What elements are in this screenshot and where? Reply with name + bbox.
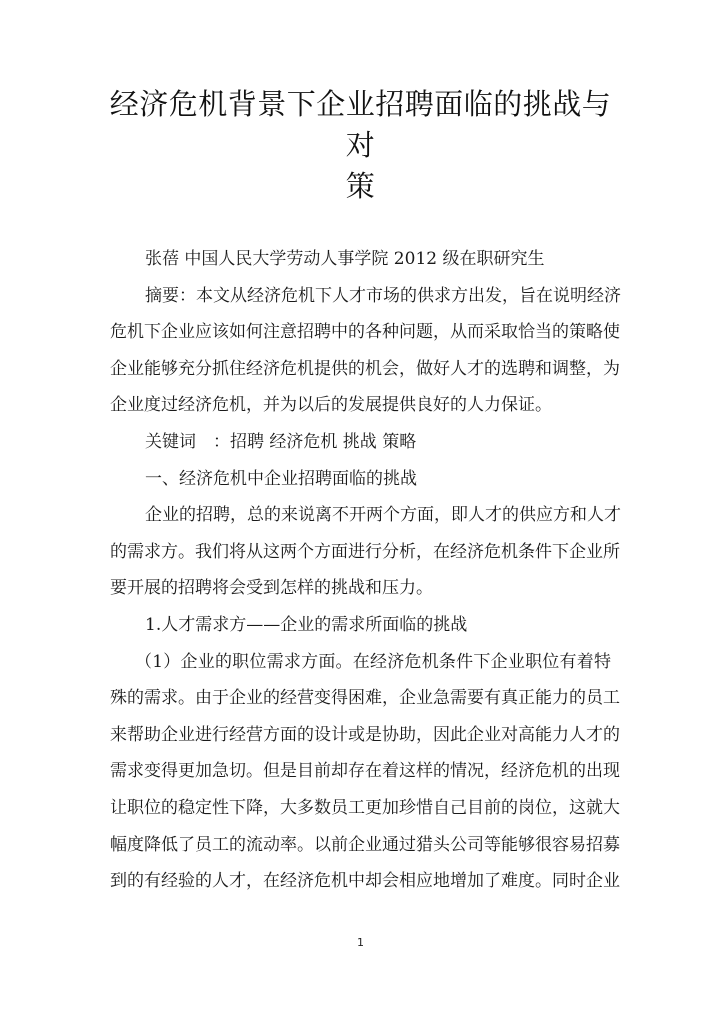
- text-line: 关键词 ：招聘 经济危机 挑战 策略: [145, 431, 417, 452]
- page-number: 1: [357, 936, 364, 949]
- body-paragraph: [110, 644, 620, 900]
- text-line: 企业能够充分抓住经济危机提供的机会，做好人才的选聘和调整，为: [110, 358, 620, 379]
- text-line: 要开展的招聘将会受到怎样的挑战和压力。: [110, 578, 433, 599]
- section-heading: [110, 461, 611, 498]
- text-line: 张蓓 中国人民大学劳动人事学院 2012 级在职研究生: [145, 249, 545, 269]
- text-line: 企业度过经济危机，并为以后的发展提供良好的人力保证。: [110, 395, 552, 416]
- document-title: [100, 84, 621, 207]
- document-body: [110, 241, 621, 900]
- text-line: （1）企业的职位需求方面。在经济危机条件下企业职位有着特: [135, 651, 611, 672]
- text-line: 摘要：本文从经济危机下人才市场的供求方出发，旨在说明经济: [145, 285, 621, 306]
- text-line: 幅度降低了员工的流动率。以前企业通过猎头公司等能够很容易招募: [110, 834, 620, 855]
- text-line: 到的有经验的人才，在经济危机中却会相应地增加了难度。同时企业: [110, 871, 620, 892]
- author-line: [110, 241, 611, 278]
- text-line: 殊的需求。由于企业的经营变得困难，企业急需要有真正能力的员工: [110, 688, 620, 709]
- title-line: 经济危机背景下企业招聘面临的挑战与对: [109, 87, 612, 162]
- title-line: 策: [345, 169, 376, 203]
- subsection-heading: [110, 607, 611, 644]
- abstract-paragraph: [110, 278, 621, 424]
- text-line: 企业的招聘，总的来说离不开两个方面，即人才的供应方和人才: [145, 505, 621, 526]
- text-line: 1.人才需求方——企业的需求所面临的挑战: [145, 614, 468, 635]
- text-line: 需求变得更加急切。但是目前却存在着这样的情况，经济危机的出现: [110, 761, 620, 782]
- text-line: 让职位的稳定性下降，大多数员工更加珍惜自己目前的岗位，这就大: [110, 797, 620, 818]
- keywords-line: [110, 424, 611, 461]
- text-line: 的需求方。我们将从这两个方面进行分析，在经济危机条件下企业所: [110, 541, 620, 562]
- text-line: 来帮助企业进行经营方面的设计或是协助，因此企业对高能力人才的: [110, 724, 620, 745]
- body-paragraph: [110, 497, 621, 607]
- text-line: 危机下企业应该如何注意招聘中的各种问题，从而采取恰当的策略使: [110, 322, 620, 343]
- text-line: 一、经济危机中企业招聘面临的挑战: [145, 468, 417, 489]
